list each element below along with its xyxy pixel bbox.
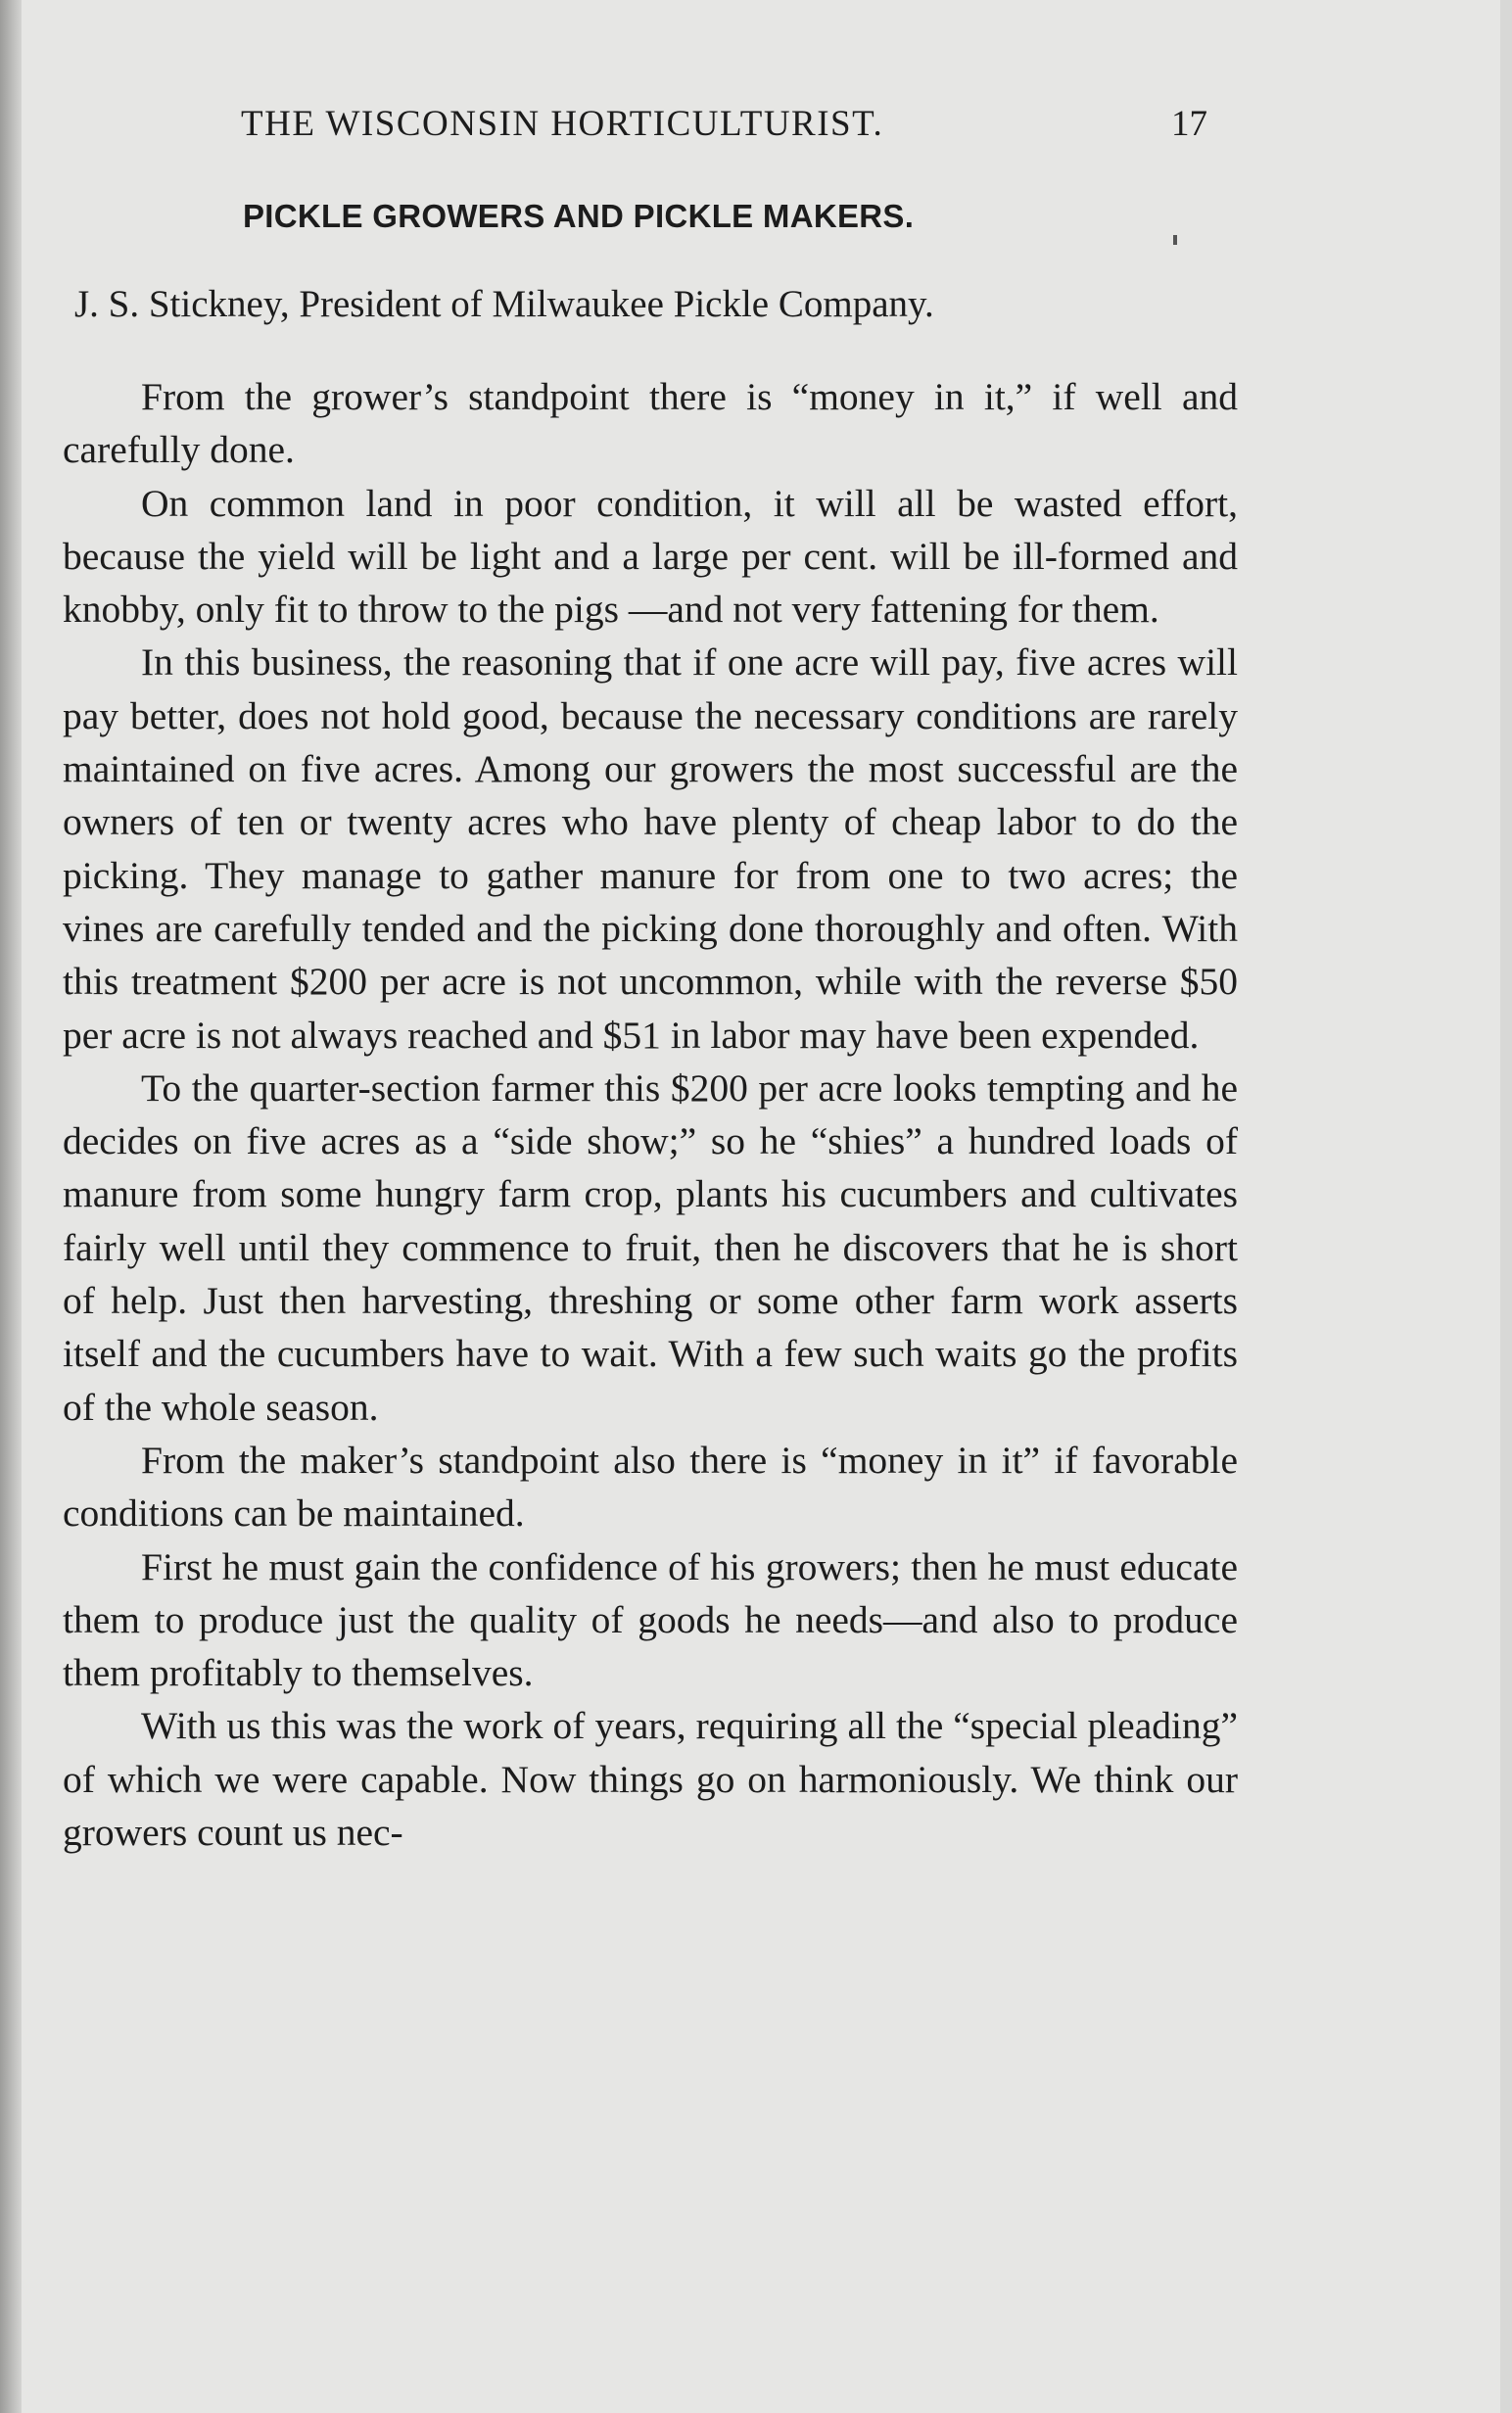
paragraph: First he must gain the confidence of his growers; then he must educate them to produce just the quality of goods he needs—and also to produce them profitably to themselves. <box>63 1544 1238 1695</box>
paragraph: From the maker’s standpoint also there is “money in it” if favorable conditions can be maintained. <box>63 1438 1238 1536</box>
author-line: J. S. Stickney, President of Milwaukee Pickle Company. <box>74 283 934 325</box>
paragraph: To the quarter-section farmer this $200 per acre looks tempting and he decides on five acres as a “side show;” so he “shies” a hundred loads of manure from some hungry farm crop, plants his cucumbers and cultivates fairly well until they commence to fruit, then he discovers that he is short of help. Just then harvesting, threshing or some other farm work asserts itself and the cucumbers have to wait. With a few such waits go the profits of the whole season. <box>63 1065 1238 1429</box>
running-title: THE WISCONSIN HORTICULTURIST. <box>241 104 884 144</box>
paragraph: In this business, the reasoning that if one acre will pay, five acres will pay better, does not hold good, because the necessary conditions are rarely maintained on five acres. Among our growers the most successful are the owners of ten or twenty acres who have plenty of cheap labor to do the picking. They manage to gather manure for from one to two acres; the vines are carefully tended and the picking done thoroughly and often. With this treatment $200 per acre is not uncommon, while with the reverse $50 per acre is not always reached and $51 in labor may have been expended. <box>63 640 1238 1057</box>
paragraph: With us this was the work of years, requiring all the “special pleading” of which we were capable. Now things go on harmoniously. We think our growers count us nec- <box>63 1704 1238 1855</box>
page-number: 17 <box>1171 104 1207 144</box>
page-header <box>0 103 1512 162</box>
paragraph: On common land in poor condition, it will all be wasted effort, because the yield will be light and a large per cent. will be ill-formed and knobby, only fit to throw to the pigs —and not very fattening for them. <box>63 481 1238 632</box>
article-title: PICKLE GROWERS AND PICKLE MAKERS. <box>243 198 915 234</box>
paragraph: From the grower’s standpoint there is “money in it,” if well and carefully done. <box>63 375 1238 472</box>
ink-mark <box>1173 235 1177 245</box>
article-body <box>63 370 1238 1859</box>
page-edge-shadow <box>0 0 22 2413</box>
